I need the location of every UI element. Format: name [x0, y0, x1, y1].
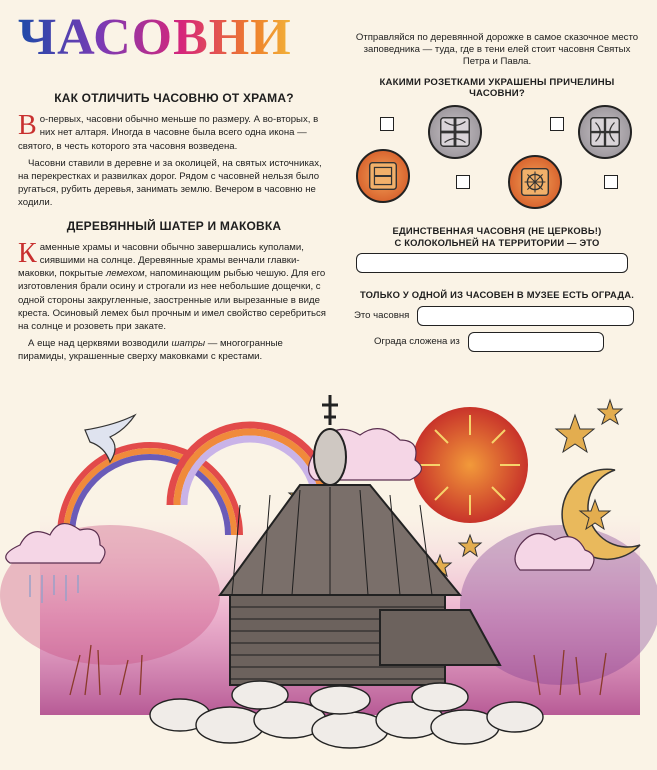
section2-p1-part1: аменные храмы и часовни обычно завершались куполами, сиявшими на солнце. Деревянные храмы венчали главки-маковки, покрытые — [18, 241, 304, 280]
dome — [314, 429, 346, 485]
section2-p2-part2: — многогранные пирамиды, украшенные сверху маковками с крестами. — [18, 338, 283, 363]
rosette-checkbox-2[interactable] — [550, 117, 564, 131]
cross-icon — [322, 395, 338, 425]
rosette-pattern-icon — [516, 163, 554, 201]
section2-p2-part1: А еще над церквями возводили — [28, 338, 172, 350]
rosette-checkbox-4[interactable] — [604, 175, 618, 189]
fence-answer-field[interactable] — [468, 332, 604, 352]
section2-heading: ДЕРЕВЯННЫЙ ШАТЕР И МАКОВКА — [66, 218, 282, 233]
rosette-pattern-icon — [364, 157, 402, 195]
section2-paragraph-2 — [18, 337, 330, 363]
section2-p1-part2: , напоминающим рыбью чешую. Для его изготовления брали осину и строгали из нее небольшие дощечки, с одной стороны закругленные, заостренные или вырезанные в виде креста. Осиновый лемех был прочным и имел свойство серебриться на солнце и розоветь при закате. — [18, 268, 326, 333]
question-fence: ТОЛЬКО У ОДНОЙ ИЗ ЧАСОВЕН В МУЗЕЕ ЕСТЬ ОГРАДА. — [359, 288, 634, 300]
chapel-illustration — [0, 395, 657, 770]
section1-paragraph-1-text: о-первых, часовни обычно меньше по размеру. А во-вторых, в них нет алтаря. Иногда в часовне была всего одна икона — святого, в честь которого эта часовня возведена. — [18, 114, 319, 152]
section1-heading: КАК ОТЛИЧИТЬ ЧАСОВНЮ ОТ ХРАМА? — [54, 91, 294, 105]
rosette-option-2 — [578, 105, 632, 159]
quiz-intro: Отправляйся по деревянной дорожке в самое сказочное место заповедника — туда, где в тени елей стоит часовня Святых Петра и Павла. — [355, 32, 639, 68]
chapel-answer-label: Это часовня — [354, 310, 410, 322]
chapel-answer-row — [354, 306, 642, 326]
quiz-column — [352, 32, 642, 352]
fence-answer-row — [374, 332, 642, 352]
question-bell-chapel — [352, 225, 642, 249]
rosette-pattern-icon — [586, 113, 624, 151]
rosette-checkbox-1[interactable] — [380, 117, 394, 131]
term-lemekh: лемехом — [105, 268, 145, 280]
fence-answer-label: Ограда сложена из — [374, 336, 460, 348]
question-bell-chapel-line1: ЕДИНСТВЕННАЯ ЧАСОВНЯ (НЕ ЦЕРКОВЬ!) — [392, 224, 602, 236]
question-rosettes: КАКИМИ РОЗЕТКАМИ УКРАШЕНЫ ПРИЧЕЛИНЫ ЧАСОВНИ? — [379, 76, 615, 99]
left-column — [18, 92, 330, 368]
dropcap: В — [18, 110, 37, 142]
rosette-options — [352, 103, 642, 211]
rosette-pattern-icon — [436, 113, 474, 151]
page-title: ЧАСОВНИ — [18, 9, 292, 66]
rosette-option-1 — [428, 105, 482, 159]
question-bell-chapel-line2: С КОЛОКОЛЬНЕЙ НА ТЕРРИТОРИИ — ЭТО — [394, 236, 600, 248]
section2-paragraph-1 — [18, 237, 330, 333]
bell-chapel-answer-field[interactable] — [356, 253, 628, 273]
rosette-option-4 — [508, 155, 562, 209]
chapel-answer-field[interactable] — [417, 306, 634, 326]
section1-paragraph-2: Часовни ставили в деревне и за околицей, на святых источниках, на перекрестках и развилках дорог. Рядом с часовней нельзя было ругаться, рубить деревья, занимать землю. Вечером в часовню не ходили. — [18, 157, 322, 209]
rosette-option-3 — [356, 149, 410, 203]
section1-paragraph-1 — [18, 110, 330, 153]
dropcap: К — [18, 237, 37, 269]
rosette-checkbox-3[interactable] — [456, 175, 470, 189]
term-shatry: шатры — [171, 338, 206, 350]
